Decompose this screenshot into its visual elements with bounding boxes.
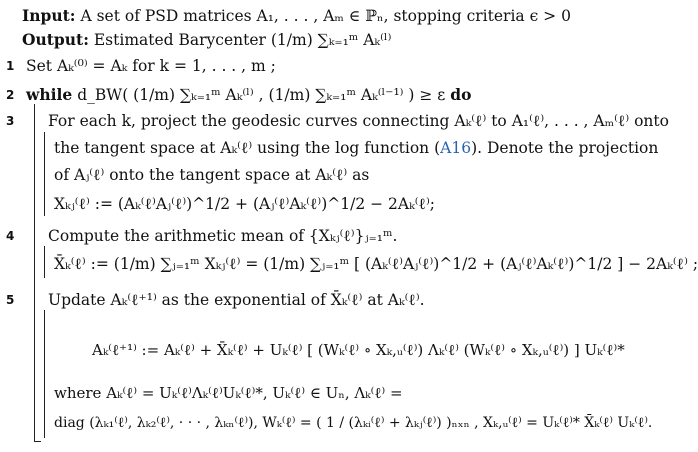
line-number-4: 4 <box>6 229 15 243</box>
step-4-formula: X̄ₖ⁽ℓ⁾ := (1/m) ∑ⱼ₌₁ᵐ Xₖⱼ⁽ℓ⁾ = (1/m) ∑ⱼ₌₁ᵐ [ (Aₖ⁽ℓ⁾Aⱼ⁽ℓ⁾)^1/2 + (Aⱼ⁽ℓ⁾Aₖ⁽ℓ⁾)^1/2 ] − 2Aₖ⁽ℓ⁾ ; <box>54 255 698 273</box>
step-3-text-b-pre: the tangent space at Aₖ⁽ℓ⁾ using the log function ( <box>54 139 441 157</box>
output-text: Estimated Barycenter (1/m) ∑ₖ₌₁ᵐ Aₖ⁽ˡ⁾ <box>93 31 392 49</box>
while-keyword: while <box>26 85 73 104</box>
step-3-text-c: of Aⱼ⁽ℓ⁾ onto the tangent space at Aₖ⁽ℓ⁾ as <box>54 166 370 184</box>
while-condition: d_BW( (1/m) ∑ₖ₌₁ᵐ Aₖ⁽ˡ⁾ , (1/m) ∑ₖ₌₁ᵐ Aₖ⁽ˡ⁻¹⁾ ) ≥ ε <box>77 86 446 104</box>
step-1-text: Set Aₖ⁽⁰⁾ = Aₖ for k = 1, . . . , m ; <box>26 57 276 75</box>
input-text: A set of PSD matrices A₁, . . . , Aₘ ∈ ℙₙ, stopping criteria ϵ > 0 <box>80 7 571 25</box>
loop-body-bar <box>34 104 35 442</box>
step-3-text-a: For each k, project the geodesic curves connecting Aₖ⁽ℓ⁾ to A₁⁽ℓ⁾, . . . , Aₘ⁽ℓ⁾ onto <box>48 112 669 130</box>
step-3-text-b-post: ). Denote the projection <box>471 139 659 157</box>
step-4-bar <box>44 246 45 278</box>
step-5-where-b: diag (λₖ₁⁽ℓ⁾, λₖ₂⁽ℓ⁾, · · · , λₖₙ⁽ℓ⁾), Wₖ⁽ℓ⁾ = ( 1 / (λₖᵢ⁽ℓ⁾ + λₖⱼ⁽ℓ⁾) )ₙₓₙ , Xₖ,ᵤ⁽ℓ⁾ = Uₖ⁽ℓ⁾* X̄ₖ⁽ℓ⁾ Uₖ⁽ℓ⁾. <box>54 415 653 431</box>
step-4-text: Compute the arithmetic mean of {Xₖⱼ⁽ℓ⁾}ⱼ₌₁ᵐ. <box>48 227 398 245</box>
step-3-formula: Xₖⱼ⁽ℓ⁾ := (Aₖ⁽ℓ⁾Aⱼ⁽ℓ⁾)^1/2 + (Aⱼ⁽ℓ⁾Aₖ⁽ℓ⁾)^1/2 − 2Aₖ⁽ℓ⁾; <box>54 195 436 213</box>
step-3-bar <box>44 132 45 216</box>
step-5-where-a: where Aₖ⁽ℓ⁾ = Uₖ⁽ℓ⁾Λₖ⁽ℓ⁾Uₖ⁽ℓ⁾*, Uₖ⁽ℓ⁾ ∈ Uₙ, Λₖ⁽ℓ⁾ = <box>54 384 403 402</box>
step-5-display-formula: Aₖ⁽ℓ⁺¹⁾ := Aₖ⁽ℓ⁾ + X̄ₖ⁽ℓ⁾ + Uₖ⁽ℓ⁾ [ (Wₖ⁽ℓ⁾ ∘ Xₖ,ᵤ⁽ℓ⁾) Λₖ⁽ℓ⁾ (Wₖ⁽ℓ⁾ ∘ Xₖ,ᵤ⁽ℓ⁾) ] Uₖ⁽ℓ⁾* <box>92 341 625 359</box>
step-3-text-b <box>54 138 658 158</box>
line-number-2: 2 <box>6 88 15 102</box>
equation-ref-a16[interactable]: A16 <box>440 139 472 157</box>
line-number-5: 5 <box>6 293 15 307</box>
line-number-3: 3 <box>6 114 15 128</box>
line-number-1: 1 <box>6 59 15 73</box>
loop-end-tick <box>34 441 41 442</box>
step-5-text: Update Aₖ⁽ℓ⁺¹⁾ as the exponential of X̄ₖ⁽ℓ⁾ at Aₖ⁽ℓ⁾. <box>48 291 425 309</box>
input-line <box>22 6 571 26</box>
output-label: Output: <box>22 30 89 49</box>
input-label: Input: <box>22 6 76 25</box>
output-line <box>22 30 391 50</box>
step-5-bar <box>44 310 45 438</box>
while-condition-line <box>26 85 471 105</box>
do-keyword: do <box>450 85 472 104</box>
